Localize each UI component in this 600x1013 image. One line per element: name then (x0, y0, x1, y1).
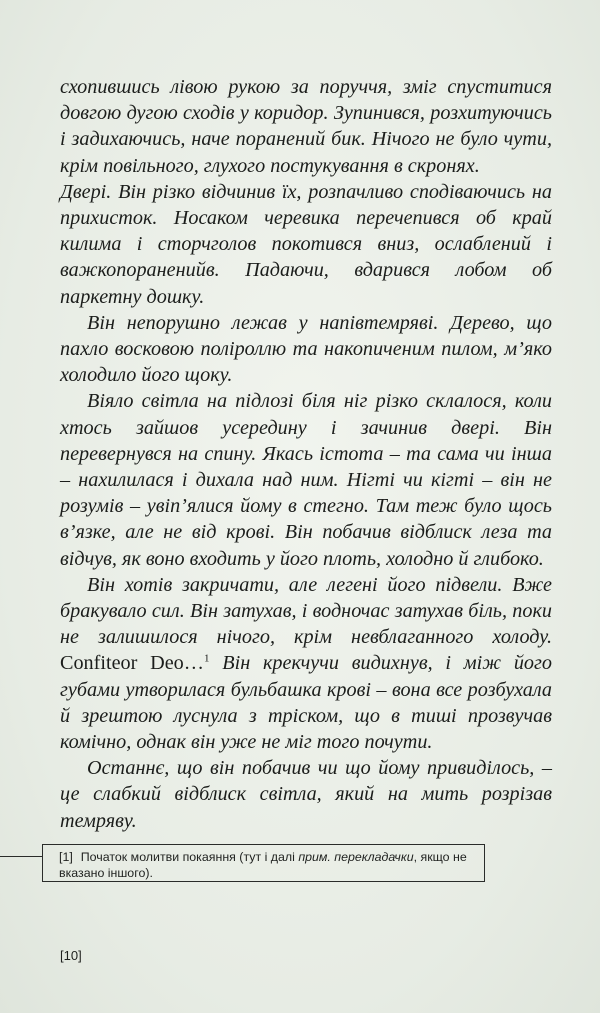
paragraph-5-part-b: Він крекчучи видихнув, і між його губами утворилася бульбашка крові – вона все розбухала й зрештою луснула з тріском, що в тиші прозвучав комічно, однак він уже не міг того почути. (60, 652, 552, 754)
latin-phrase: Confiteor Deo… (60, 652, 204, 675)
paragraph-5-part-a: Він хотів закричати, але легені його підвели. Вже бракувало сил. Він затухав, і водночас затухав біль, поки не залишилося нічого, крім невблаганного холоду. (60, 573, 552, 649)
paragraph-2: Двері. Він різко відчинив їх, розпачливо сподіваючись на прихисток. Носаком черевика перечепився об край килима і сторчголов покотився вниз, ослаблений і важкопораненийв. Падаючи, вдарився лобом об паркетну дошку. (60, 180, 552, 308)
paragraph-6: Останнє, що він побачив чи що йому привиділось, – це слабкий відблиск світла, який на мить розрізав темряву. (60, 757, 552, 832)
main-text (60, 74, 552, 834)
footnote-number: [1] (59, 850, 73, 864)
footnote-reference: 1 (203, 652, 210, 665)
page-number: [10] (60, 948, 82, 963)
footnote-rule (0, 856, 42, 857)
paragraph-4: Віяло світла на підлозі біля ніг різко склалося, коли хтось зайшов усередину і зачинив двері. Він перевернувся на спину. Якась істота – та сама чи інша – нахилилася і дихала над ним. Нігті чи кігті – він не розумів – увіп’ялися йому в стегно. Там теж було щось в’язке, але не від крові. Він побачив відблиск леза та відчув, як воно входить у його плоть, холодно й глибоко. (60, 390, 552, 570)
footnote-box (42, 844, 485, 882)
footnote-text-b: , якщо не вказано іншого). (59, 850, 467, 880)
paragraph-5 (60, 572, 552, 755)
paragraph-3: Він непорушно лежав у напівтемряві. Дерево, що пахло восковою поліроллю та накопиченим пилом, м’яко холодило його щоку. (60, 311, 552, 387)
paragraph-1: схопившись лівою рукою за поруччя, зміг спуститися довгою дугою сходів у коридор. Зупинився, розхитуючись і задихаючись, наче поранений бик. Нічого не було чути, крім повільного, глухого постукування в скронях. (60, 76, 552, 177)
footnote-text-italic: прим. перекладачки (298, 850, 414, 864)
footnote-text-a: Початок молитви покаяння (тут і далі (80, 850, 299, 864)
